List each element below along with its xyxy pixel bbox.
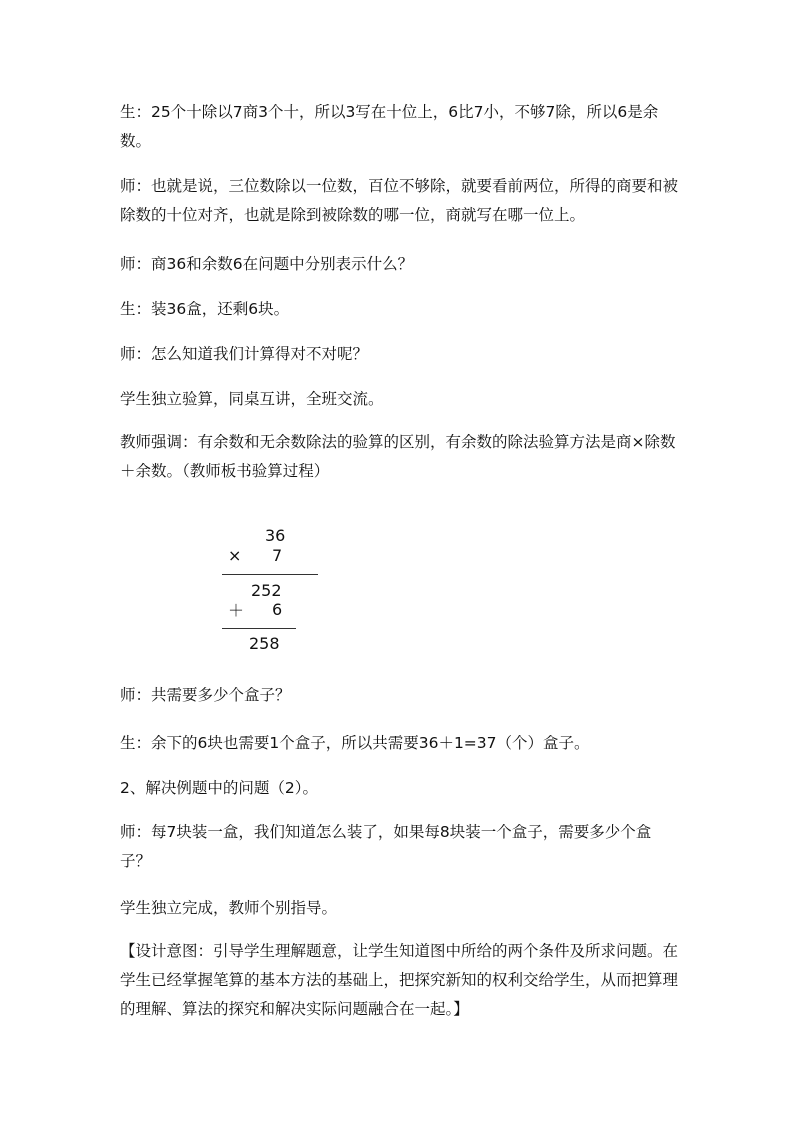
calc-divider-line-1: [222, 574, 318, 575]
paragraph-teacher-question-8: 师：每7块装一盒，我们知道怎么装了，如果每8块装一个盒子，需要多少个盒子？: [120, 823, 652, 870]
paragraph-teacher-question-meaning: 师：商36和余数6在问题中分别表示什么？: [120, 255, 414, 273]
calc-total: 258: [249, 634, 280, 653]
calc-multiplier: 7: [272, 546, 283, 565]
paragraph-student-explanation: 生：25个十除以7商3个十，所以3写在十位上，6比7小，不够7除，所以6是余数。: [120, 103, 659, 150]
paragraph-students-complete: 学生独立完成，教师个别指导。: [120, 899, 338, 917]
paragraph-teacher-question-check: 师：怎么知道我们计算得对不对呢？: [120, 345, 369, 363]
paragraph-teacher-summary: 师：也就是说，三位数除以一位数，百位不够除，就要看前两位，所得的商要和被除数的十位对齐，也就是除到被除数的哪一位，商就写在哪一位上。: [120, 177, 679, 224]
paragraph-student-answer-boxes: 生：装36盒，还剩6块。: [120, 300, 290, 318]
calc-multiplicand: 36: [265, 526, 286, 545]
paragraph-teacher-emphasis: 教师强调：有余数和无余数除法的验算的区别，有余数的除法验算方法是商×除数＋余数。（教师板书验算过程）: [120, 433, 676, 480]
calc-remainder: 6: [272, 600, 283, 619]
calc-plus-sign: ＋: [228, 601, 245, 620]
calc-divider-line-2: [222, 628, 296, 629]
paragraph-student-answer-total: 生：余下的6块也需要1个盒子，所以共需要36＋1=37（个）盒子。: [120, 734, 590, 752]
paragraph-design-intent: 【设计意图：引导学生理解题意，让学生知道图中所给的两个条件及所求问题。在学生已经掌握笔算的基本方法的基础上，把探究新知的权利交给学生，从而把算理的理解、算法的探究和解决实际问题融合在一起。】: [120, 942, 679, 1018]
calc-times-sign: ×: [228, 546, 242, 565]
paragraph-teacher-question-total: 师：共需要多少个盒子？: [120, 686, 291, 704]
paragraph-section-2: 2、解决例题中的问题（2）。: [120, 779, 318, 797]
calc-product: 252: [251, 581, 282, 600]
paragraph-students-verify: 学生独立验算，同桌互讲，全班交流。: [120, 390, 384, 408]
